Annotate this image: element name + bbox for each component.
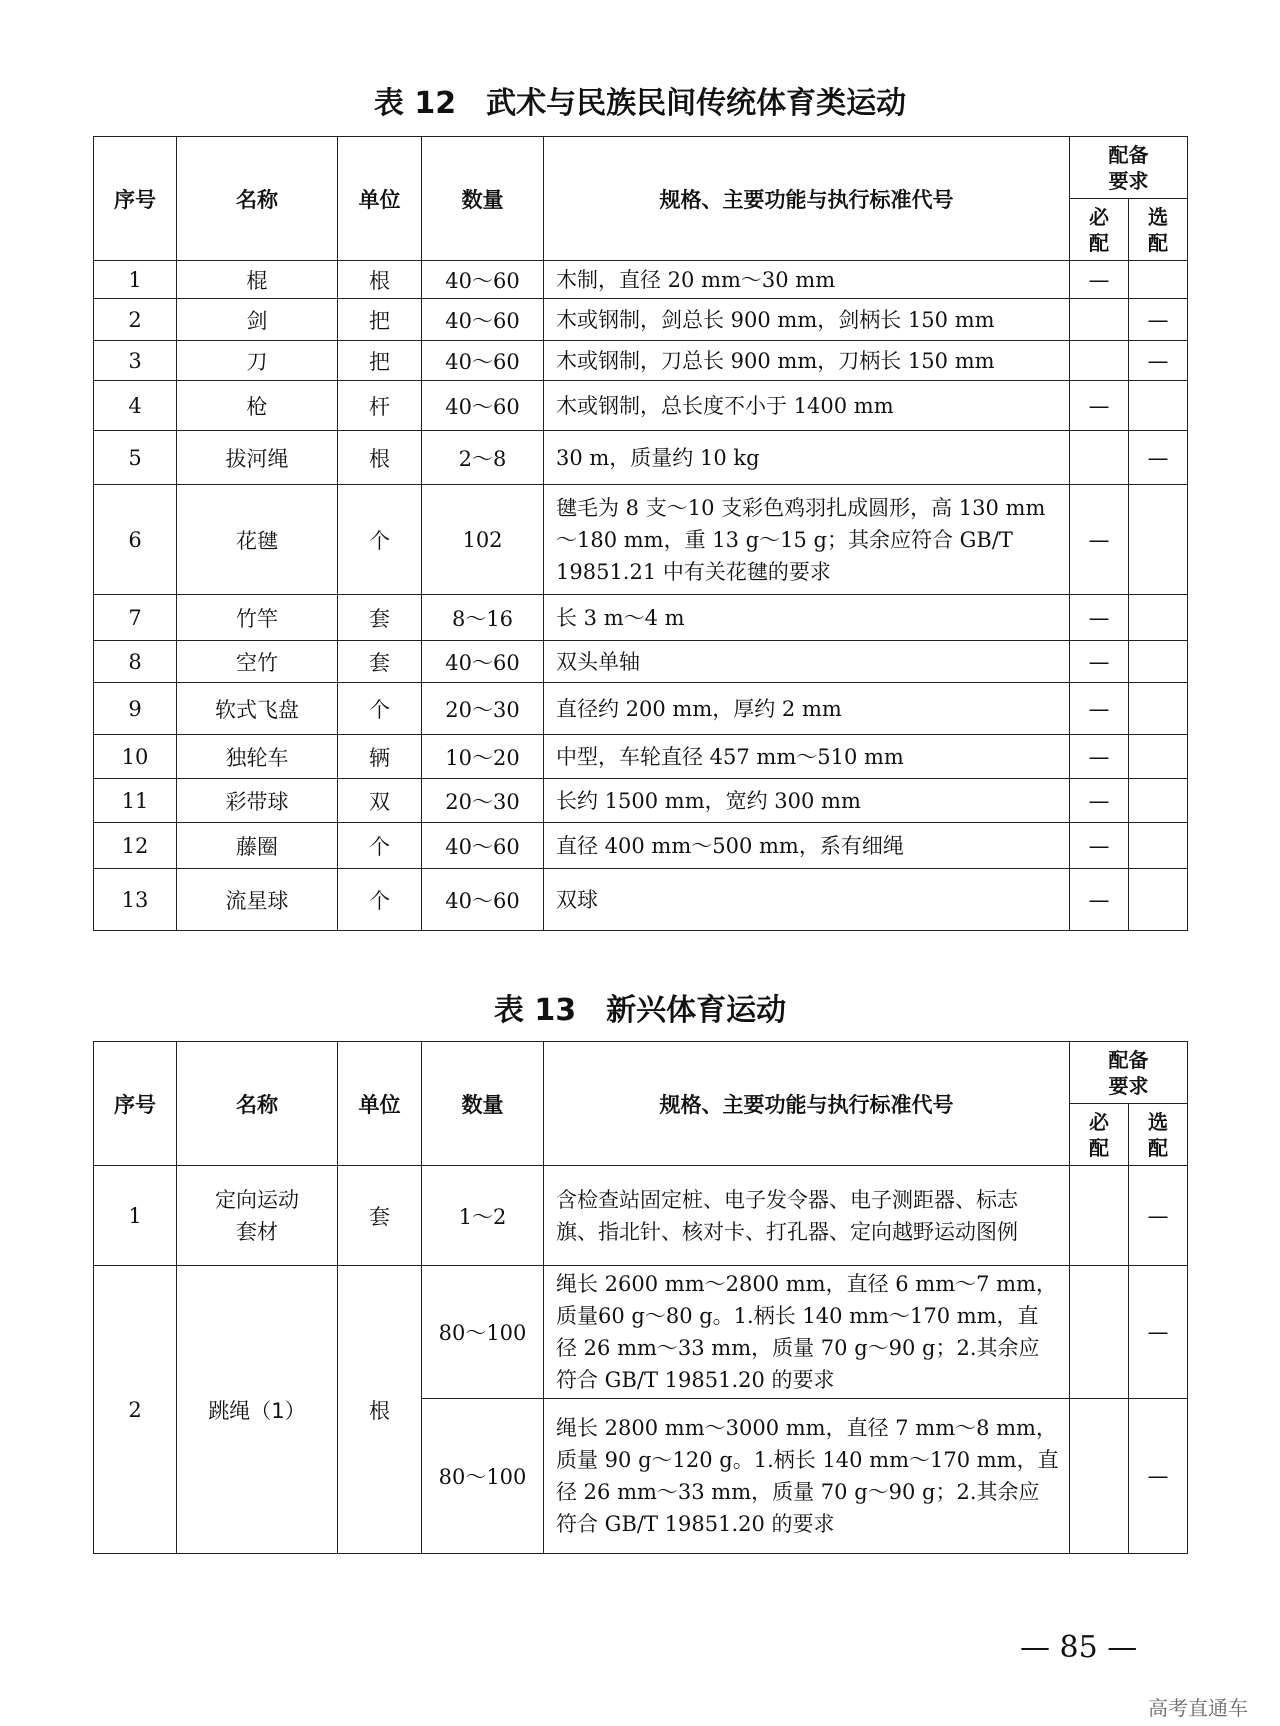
table-row — [94, 683, 1188, 735]
cell-qty: 40～60 — [422, 869, 544, 931]
cell-qty: 8～16 — [422, 595, 544, 641]
cell-required — [1070, 299, 1129, 341]
cell-required: — — [1070, 595, 1129, 641]
header-required-text: 必配 — [1089, 1109, 1109, 1160]
cell-name: 流星球 — [177, 869, 338, 931]
cell-unit: 个 — [338, 823, 422, 869]
cell-required — [1070, 1266, 1129, 1399]
table-row — [94, 641, 1188, 683]
cell-name: 拔河绳 — [177, 431, 338, 485]
cell-name: 枪 — [177, 381, 338, 431]
cell-unit: 个 — [338, 869, 422, 931]
watermark: 高考直通车 — [1148, 1696, 1248, 1720]
table-row — [94, 735, 1188, 779]
cell-no: 1 — [94, 261, 177, 299]
cell-name — [177, 1166, 338, 1266]
cell-qty: 40～60 — [422, 261, 544, 299]
cell-name: 软式飞盘 — [177, 683, 338, 735]
cell-name: 彩带球 — [177, 779, 338, 823]
cell-no: 6 — [94, 485, 177, 595]
cell-name: 独轮车 — [177, 735, 338, 779]
header-optional — [1129, 199, 1188, 261]
cell-no: 9 — [94, 683, 177, 735]
header-optional — [1129, 1104, 1188, 1166]
header-name: 名称 — [177, 1042, 338, 1166]
header-required — [1070, 1104, 1129, 1166]
cell-optional — [1129, 261, 1188, 299]
cell-no: 4 — [94, 381, 177, 431]
cell-name: 花毽 — [177, 485, 338, 595]
cell-unit: 辆 — [338, 735, 422, 779]
cell-no: 3 — [94, 341, 177, 381]
cell-qty: 10～20 — [422, 735, 544, 779]
cell-unit: 个 — [338, 683, 422, 735]
cell-required: — — [1070, 735, 1129, 779]
cell-unit: 把 — [338, 299, 422, 341]
table-row — [94, 1166, 1188, 1266]
cell-required: — — [1070, 485, 1129, 595]
cell-spec: 双球 — [544, 869, 1070, 931]
table-row — [94, 485, 1188, 595]
cell-optional — [1129, 485, 1188, 595]
header-qty: 数量 — [422, 1042, 544, 1166]
cell-unit: 套 — [338, 595, 422, 641]
cell-spec: 绳长 2800 mm～3000 mm，直径 7 mm～8 mm，质量 90 g～120 g。1.柄长 140 mm～170 mm，直径 26 mm～33 mm，质量 70 g～90 g；2.其余应符合 GB/T 19851.20 的要求 — [544, 1399, 1070, 1554]
cell-required: — — [1070, 261, 1129, 299]
cell-spec: 直径 400 mm～500 mm，系有细绳 — [544, 823, 1070, 869]
cell-unit: 根 — [338, 431, 422, 485]
cell-spec: 长 3 m～4 m — [544, 595, 1070, 641]
cell-unit: 个 — [338, 485, 422, 595]
header-spec: 规格、主要功能与执行标准代号 — [544, 137, 1070, 261]
cell-no: 7 — [94, 595, 177, 641]
cell-optional — [1129, 381, 1188, 431]
cell-optional: — — [1129, 1166, 1188, 1266]
cell-optional: — — [1129, 1399, 1188, 1554]
cell-unit: 双 — [338, 779, 422, 823]
header-no: 序号 — [94, 137, 177, 261]
cell-qty: 40～60 — [422, 299, 544, 341]
table-row — [94, 595, 1188, 641]
header-optional-text: 选配 — [1148, 1109, 1168, 1160]
header-requirement — [1070, 137, 1188, 199]
header-requirement — [1070, 1042, 1188, 1104]
cell-optional — [1129, 779, 1188, 823]
cell-spec: 长约 1500 mm，宽约 300 mm — [544, 779, 1070, 823]
header-name: 名称 — [177, 137, 338, 261]
cell-optional: — — [1129, 341, 1188, 381]
cell-qty: 40～60 — [422, 641, 544, 683]
cell-optional — [1129, 823, 1188, 869]
cell-spec: 含检查站固定桩、电子发令器、电子测距器、标志旗、指北针、核对卡、打孔器、定向越野运动图例 — [544, 1166, 1070, 1266]
cell-spec: 直径约 200 mm，厚约 2 mm — [544, 683, 1070, 735]
header-requirement-text: 配备要求 — [1108, 1047, 1149, 1098]
cell-unit: 杆 — [338, 381, 422, 431]
table-row — [94, 779, 1188, 823]
cell-spec: 30 m，质量约 10 kg — [544, 431, 1070, 485]
cell-qty: 20～30 — [422, 779, 544, 823]
cell-required: — — [1070, 823, 1129, 869]
cell-optional — [1129, 869, 1188, 931]
cell-required — [1070, 341, 1129, 381]
page-number: — 85 — — [1020, 1630, 1138, 1665]
table-row — [94, 341, 1188, 381]
header-required — [1070, 199, 1129, 261]
cell-name: 空竹 — [177, 641, 338, 683]
header-no: 序号 — [94, 1042, 177, 1166]
cell-unit: 根 — [338, 1266, 422, 1554]
table-row — [94, 381, 1188, 431]
cell-qty: 1～2 — [422, 1166, 544, 1266]
cell-name-text: 定向运动套材 — [215, 1187, 299, 1244]
cell-optional — [1129, 735, 1188, 779]
header-spec: 规格、主要功能与执行标准代号 — [544, 1042, 1070, 1166]
cell-optional — [1129, 595, 1188, 641]
cell-name: 刀 — [177, 341, 338, 381]
cell-optional: — — [1129, 1266, 1188, 1399]
cell-no: 8 — [94, 641, 177, 683]
cell-spec: 木或钢制，剑总长 900 mm，剑柄长 150 mm — [544, 299, 1070, 341]
cell-no: 13 — [94, 869, 177, 931]
cell-name: 剑 — [177, 299, 338, 341]
cell-qty: 20～30 — [422, 683, 544, 735]
cell-name: 跳绳（1） — [177, 1266, 338, 1554]
table-row — [94, 431, 1188, 485]
cell-qty: 80～100 — [422, 1399, 544, 1554]
cell-spec: 木或钢制，总长度不小于 1400 mm — [544, 381, 1070, 431]
cell-no: 10 — [94, 735, 177, 779]
table12-title: 表 12 武术与民族民间传统体育类运动 — [373, 86, 907, 121]
cell-required: — — [1070, 779, 1129, 823]
cell-no: 12 — [94, 823, 177, 869]
cell-qty: 2～8 — [422, 431, 544, 485]
cell-required: — — [1070, 869, 1129, 931]
cell-no: 2 — [94, 299, 177, 341]
cell-no: 11 — [94, 779, 177, 823]
cell-required: — — [1070, 641, 1129, 683]
table-row — [94, 261, 1188, 299]
cell-optional — [1129, 641, 1188, 683]
header-unit: 单位 — [338, 1042, 422, 1166]
cell-spec: 木或钢制，刀总长 900 mm，刀柄长 150 mm — [544, 341, 1070, 381]
cell-required — [1070, 431, 1129, 485]
cell-spec: 中型，车轮直径 457 mm～510 mm — [544, 735, 1070, 779]
cell-required: — — [1070, 683, 1129, 735]
cell-name: 棍 — [177, 261, 338, 299]
cell-unit: 套 — [338, 641, 422, 683]
cell-spec: 双头单轴 — [544, 641, 1070, 683]
table-row — [94, 299, 1188, 341]
cell-optional: — — [1129, 299, 1188, 341]
header-optional-text: 选配 — [1148, 204, 1168, 255]
cell-qty: 40～60 — [422, 341, 544, 381]
cell-no: 5 — [94, 431, 177, 485]
cell-name: 竹竿 — [177, 595, 338, 641]
cell-qty: 102 — [422, 485, 544, 595]
cell-unit: 套 — [338, 1166, 422, 1266]
table12 — [93, 136, 1188, 931]
header-requirement-text: 配备要求 — [1108, 142, 1149, 193]
cell-spec: 毽毛为 8 支～10 支彩色鸡羽扎成圆形，高 130 mm～180 mm，重 13 g～15 g；其余应符合 GB/T 19851.21 中有关花毽的要求 — [544, 485, 1070, 595]
cell-qty: 80～100 — [422, 1266, 544, 1399]
table-row — [94, 823, 1188, 869]
cell-optional — [1129, 683, 1188, 735]
cell-required — [1070, 1166, 1129, 1266]
cell-required — [1070, 1399, 1129, 1554]
table13 — [93, 1041, 1188, 1554]
cell-optional: — — [1129, 431, 1188, 485]
cell-qty: 40～60 — [422, 381, 544, 431]
cell-spec: 绳长 2600 mm～2800 mm，直径 6 mm～7 mm，质量60 g～80 g。1.柄长 140 mm～170 mm，直径 26 mm～33 mm，质量 70 g～90 g；2.其余应符合 GB/T 19851.20 的要求 — [544, 1266, 1070, 1399]
table13-title: 表 13 新兴体育运动 — [493, 993, 787, 1028]
table-row — [94, 869, 1188, 931]
table-row — [94, 1266, 1188, 1399]
cell-unit: 根 — [338, 261, 422, 299]
cell-no: 1 — [94, 1166, 177, 1266]
header-required-text: 必配 — [1089, 204, 1109, 255]
cell-no: 2 — [94, 1266, 177, 1554]
cell-required: — — [1070, 381, 1129, 431]
cell-unit: 把 — [338, 341, 422, 381]
cell-spec: 木制，直径 20 mm～30 mm — [544, 261, 1070, 299]
cell-qty: 40～60 — [422, 823, 544, 869]
cell-name: 藤圈 — [177, 823, 338, 869]
header-qty: 数量 — [422, 137, 544, 261]
header-unit: 单位 — [338, 137, 422, 261]
